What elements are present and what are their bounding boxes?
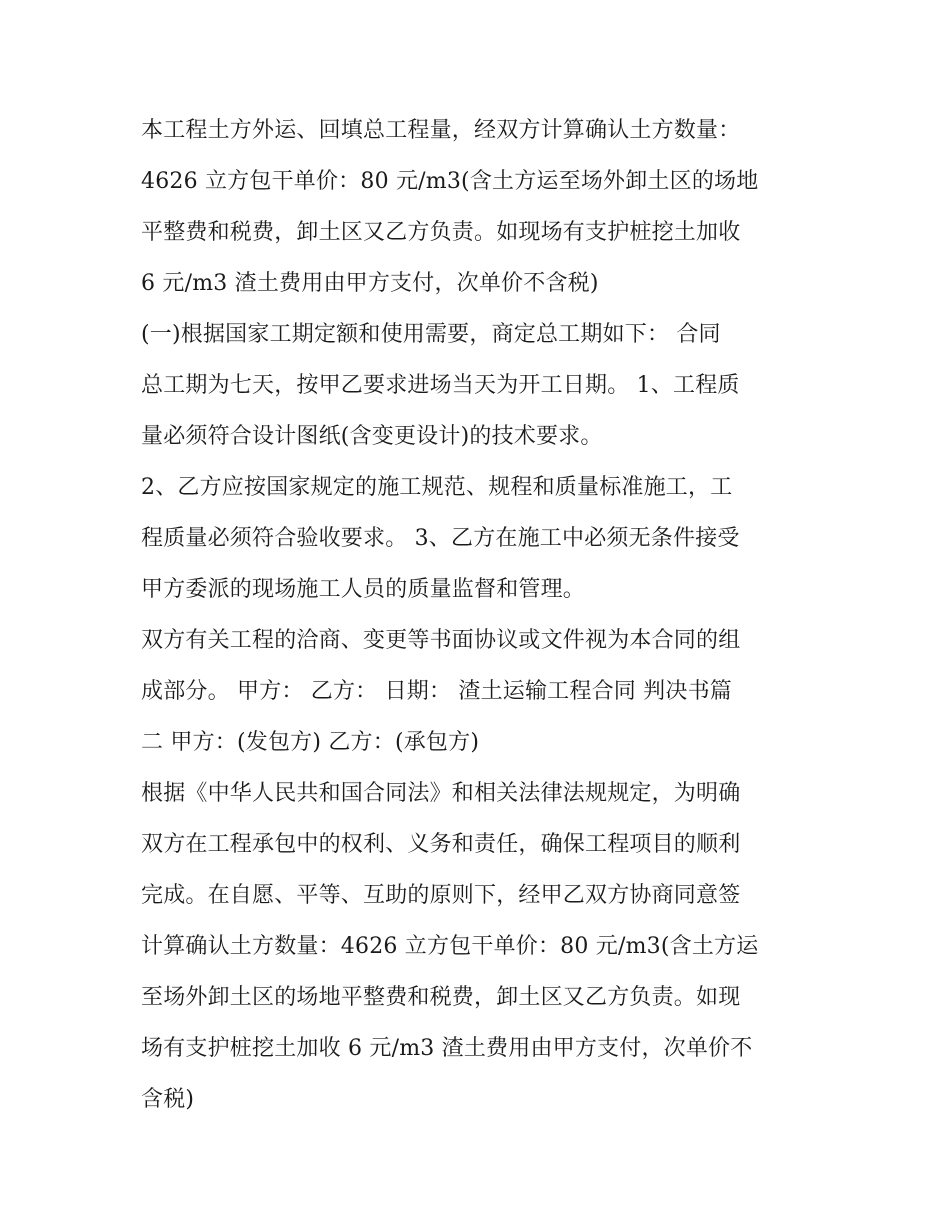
text-line-9: 程质量必须符合验收要求。 3、乙方在施工中必须无条件接受	[141, 526, 740, 551]
text-line-8: 2、乙方应按国家规定的施工规范、规程和质量标准施工，工	[141, 475, 733, 500]
text-line-1: 本工程土方外运、回填总工程量，经双方计算确认土方数量：	[141, 118, 741, 143]
text-line-10: 甲方委派的现场施工人员的质量监督和管理。	[141, 577, 586, 602]
text-line-3: 平整费和税费，卸土区又乙方负责。如现场有支护桩挖土加收	[141, 220, 741, 245]
text-line-4: 6 元/m3 渣土费用由甲方支付，次单价不含税)	[141, 271, 599, 296]
text-line-12: 成部分。 甲方： 乙方： 日期： 渣土运输工程合同 判决书篇	[141, 679, 732, 704]
text-line-16: 完成。在自愿、平等、互助的原则下，经甲乙双方协商同意签	[141, 883, 741, 908]
text-line-15: 双方在工程承包中的权利、义务和责任，确保工程项目的顺利	[141, 832, 741, 857]
text-line-20: 含税)	[141, 1087, 195, 1112]
text-line-5: (一)根据国家工期定额和使用需要，商定总工期如下： 合同	[141, 322, 721, 347]
text-line-17: 计算确认土方数量：4626 立方包干单价：80 元/m3(含土方运	[141, 934, 759, 959]
text-line-2: 4626 立方包干单价：80 元/m3(含土方运至场外卸土区的场地	[141, 169, 759, 194]
text-line-19: 场有支护桩挖土加收 6 元/m3 渣土费用由甲方支付，次单价不	[141, 1036, 753, 1061]
text-line-11: 双方有关工程的洽商、变更等书面协议或文件视为本合同的组	[141, 628, 741, 653]
document-body	[141, 111, 821, 1131]
text-line-14: 根据《中华人民共和国合同法》和相关法律法规规定，为明确	[141, 781, 741, 806]
text-line-18: 至场外卸土区的场地平整费和税费，卸土区又乙方负责。如现	[141, 985, 741, 1010]
text-line-13: 二 甲方：(发包方) 乙方：(承包方)	[141, 730, 480, 755]
text-line-7: 量必须符合设计图纸(含变更设计)的技术要求。	[141, 424, 603, 449]
text-line-6: 总工期为七天，按甲乙要求进场当天为开工日期。 1、工程质	[141, 373, 740, 398]
